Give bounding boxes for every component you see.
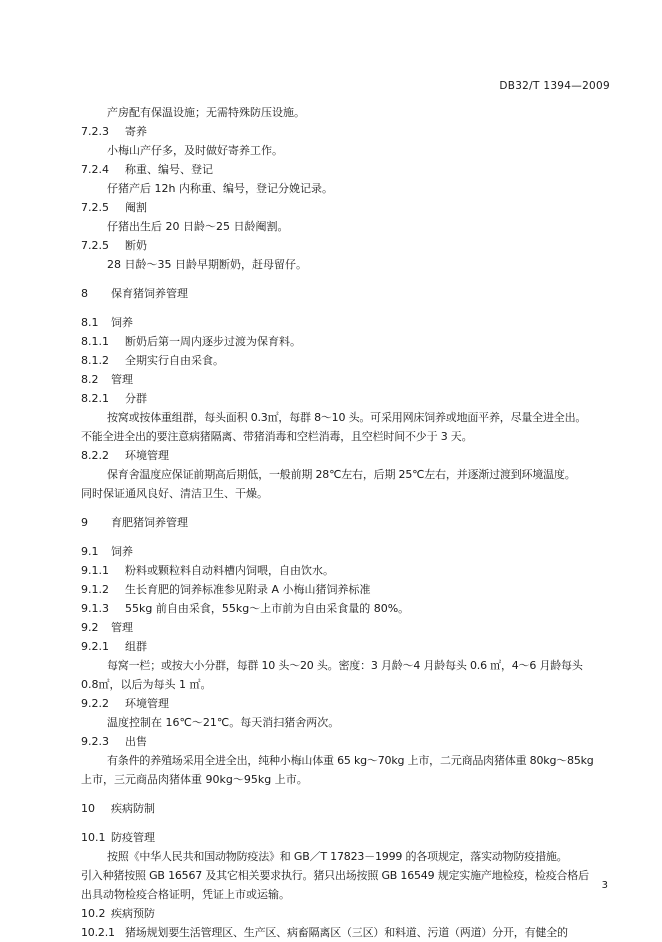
section-number: 7.2.4 — [81, 163, 109, 176]
doc-code: DB32/T 1394—2009 — [499, 80, 610, 92]
paragraph: 温度控制在 16℃～21℃。每天消扫猪舍两次。 — [107, 716, 340, 729]
section-number: 9.1.2 — [81, 583, 109, 596]
paragraph: 仔猪出生后 20 日龄～25 日龄阉割。 — [107, 220, 289, 233]
section-number: 7.2.5 — [81, 239, 109, 252]
section-number: 9 — [81, 516, 88, 529]
section-9-1 — [81, 542, 621, 561]
paragraph: 按照《中华人民共和国动物防疫法》和 GB／T 17823－1999 的各项规定，落实动物防疫措施。 — [107, 850, 568, 863]
paragraph: 不能全进全出的要注意病猪隔离、带猪消毒和空栏消毒，且空栏时间不少于 3 天。 — [81, 430, 473, 443]
paragraph: 出具动物检疫合格证明，凭证上市或运输。 — [81, 888, 290, 901]
section-8-1 — [81, 313, 621, 332]
section-title: 育肥猪饲养管理 — [111, 516, 188, 529]
section-text: 生长育肥的饲养标准参见附录 A 小梅山猪饲养标准 — [125, 583, 371, 596]
paragraph: 仔猪产后 12h 内称重、编号，登记分娩记录。 — [107, 182, 333, 195]
section-9-1-3 — [81, 599, 621, 618]
section-text: 55kg 前自由采食，55kg～上市前为自由采食量的 80%。 — [125, 602, 410, 615]
section-text: 猪场规划要生活管理区、生产区、病畜隔离区（三区）和料道、污道（两道）分开，有健全的 — [125, 926, 568, 939]
section-8-2 — [81, 370, 621, 389]
section-number: 8.2.1 — [81, 392, 109, 405]
section-number: 9.1.3 — [81, 602, 109, 615]
section-number: 8.1.2 — [81, 354, 109, 367]
paragraph: 28 日龄～35 日龄早期断奶，赶母留仔。 — [107, 258, 307, 271]
section-7-2-4 — [81, 160, 621, 179]
chapter-9 — [81, 513, 621, 532]
section-title: 组群 — [125, 640, 147, 653]
paragraph: 0.8㎡，以后为每头 1 ㎡。 — [81, 678, 212, 691]
section-8-2-1 — [81, 389, 621, 408]
section-9-1-1 — [81, 561, 621, 580]
section-number: 9.2.2 — [81, 697, 109, 710]
paragraph: 每窝一栏；或按大小分群，每群 10 头～20 头。密度：3 月龄～4 月龄每头 0.6 ㎡，4～6 月龄每头 — [107, 659, 583, 672]
section-title: 环境管理 — [125, 697, 169, 710]
section-text: 全期实行自由采食。 — [125, 354, 224, 367]
section-8-2-2 — [81, 446, 621, 465]
paragraph: 按窝或按体重组群，每头面积 0.3㎡，每群 8～10 头。可采用网床饲养或地面平养，尽量全进全出。 — [107, 411, 587, 424]
section-number: 10 — [81, 802, 95, 815]
section-title: 断奶 — [125, 239, 147, 252]
paragraph: 有条件的养殖场采用全进全出，纯种小梅山体重 65 kg～70kg 上市，二元商品肉猪体重 80kg～85kg — [107, 754, 594, 767]
section-number: 9.1.1 — [81, 564, 109, 577]
section-title: 出售 — [125, 735, 147, 748]
section-title: 阉割 — [125, 201, 147, 214]
paragraph: 引入种猪按照 GB 16567 及其它相关要求执行。猪只出场按照 GB 16549 规定实施产地检疫，检疫合格后 — [81, 869, 589, 882]
section-10-2-1 — [81, 923, 621, 942]
section-number: 8.1 — [81, 316, 99, 329]
section-10-1 — [81, 828, 621, 847]
section-number: 10.2.1 — [81, 926, 115, 939]
section-title: 管理 — [111, 373, 133, 386]
document-body — [81, 103, 621, 942]
paragraph: 产房配有保温设施；无需特殊防压设施。 — [107, 106, 305, 119]
section-7-2-5-castration — [81, 198, 621, 217]
section-title: 寄养 — [125, 125, 147, 138]
section-number: 10.2 — [81, 907, 106, 920]
section-9-2-3 — [81, 732, 621, 751]
section-number: 9.2.3 — [81, 735, 109, 748]
chapter-10 — [81, 799, 621, 818]
section-10-2 — [81, 904, 621, 923]
section-title: 管理 — [111, 621, 133, 634]
section-number: 9.2.1 — [81, 640, 109, 653]
section-number: 8 — [81, 287, 88, 300]
chapter-8 — [81, 284, 621, 303]
section-title: 疾病防制 — [111, 802, 155, 815]
section-text: 粉料或颗粒料自动料槽内饲喂，自由饮水。 — [125, 564, 334, 577]
page-number: 3 — [601, 880, 608, 891]
paragraph: 同时保证通风良好、清洁卫生、干燥。 — [81, 487, 268, 500]
section-8-1-1 — [81, 332, 621, 351]
section-title: 保育猪饲养管理 — [111, 287, 188, 300]
section-title: 环境管理 — [125, 449, 169, 462]
section-title: 防疫管理 — [111, 831, 155, 844]
section-number: 10.1 — [81, 831, 106, 844]
section-9-2-1 — [81, 637, 621, 656]
paragraph: 上市，三元商品肉猪体重 90kg～95kg 上市。 — [81, 773, 308, 786]
paragraph: 保育舍温度应保证前期高后期低，一般前期 28℃左右，后期 25℃左右，并逐渐过渡到环境温度。 — [107, 468, 576, 481]
section-9-2-2 — [81, 694, 621, 713]
section-number: 9.2 — [81, 621, 99, 634]
section-7-2-5-weaning — [81, 236, 621, 255]
section-9-2 — [81, 618, 621, 637]
section-number: 8.2 — [81, 373, 99, 386]
section-text: 断奶后第一周内逐步过渡为保育料。 — [125, 335, 301, 348]
section-number: 9.1 — [81, 545, 99, 558]
paragraph: 小梅山产仔多，及时做好寄养工作。 — [107, 144, 283, 157]
section-title: 饲养 — [111, 545, 133, 558]
section-title: 分群 — [125, 392, 147, 405]
section-number: 7.2.5 — [81, 201, 109, 214]
section-9-1-2 — [81, 580, 621, 599]
section-8-1-2 — [81, 351, 621, 370]
section-title: 称重、编号、登记 — [125, 163, 213, 176]
section-title: 疾病预防 — [111, 907, 155, 920]
section-7-2-3 — [81, 122, 621, 141]
section-title: 饲养 — [111, 316, 133, 329]
section-number: 7.2.3 — [81, 125, 109, 138]
section-number: 8.1.1 — [81, 335, 109, 348]
section-number: 8.2.2 — [81, 449, 109, 462]
